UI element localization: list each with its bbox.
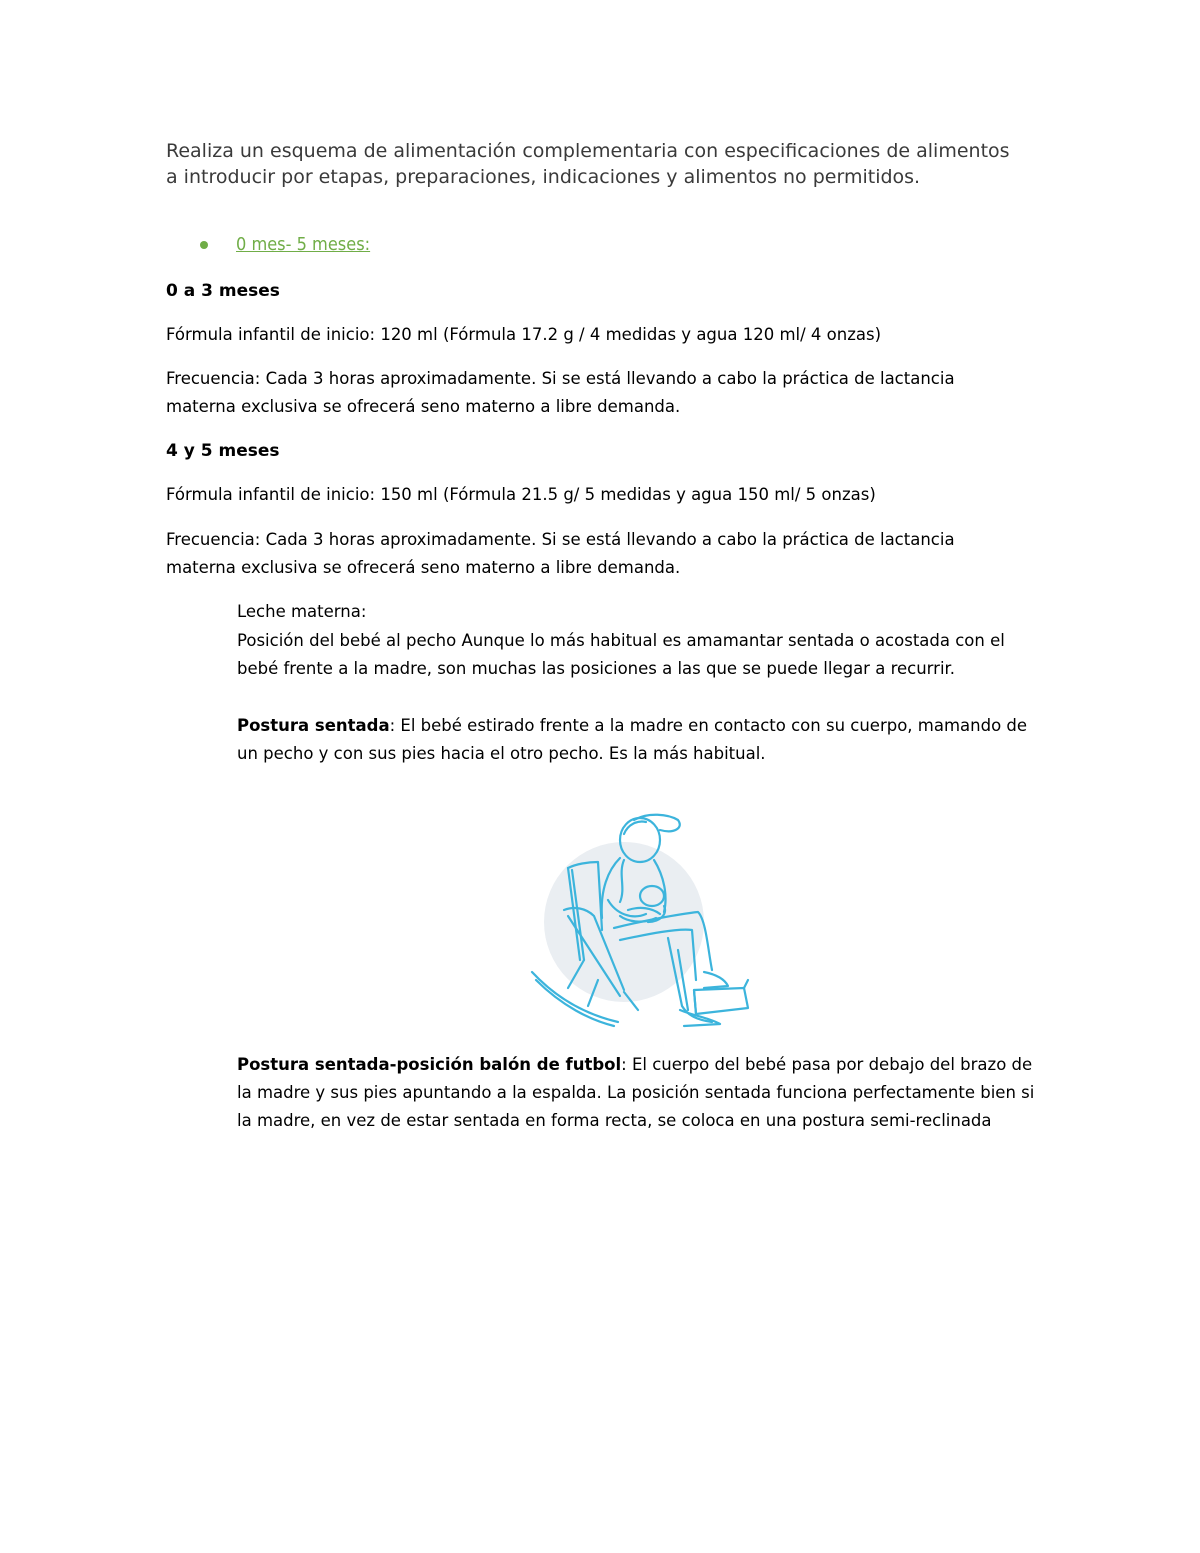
formula-0-3: Fórmula infantil de inicio: 120 ml (Fórmula 17.2 g / 4 medidas y agua 120 ml/ 4 onzas)	[166, 325, 882, 344]
illustration-background	[544, 842, 704, 1002]
bullet-dot-icon	[200, 241, 208, 249]
breastfeeding-rocking-chair-illustration	[528, 810, 752, 1036]
posture-sitting-label: Postura sentada	[237, 716, 390, 735]
age-range-label: 0 mes- 5 meses:	[236, 234, 371, 255]
frequency-0-3: Frecuencia: Cada 3 horas aproximadamente. Si se está llevando a cabo la práctica de lactancia materna exclusiva se ofrecerá seno materno a libre demanda.	[166, 369, 955, 416]
formula-4-5: Fórmula infantil de inicio: 150 ml (Fórmula 21.5 g/ 5 medidas y agua 150 ml/ 5 onzas)	[166, 485, 876, 504]
breastfeeding-intro: Posición del bebé al pecho Aunque lo más habitual es amamantar sentada o acostada con el bebé frente a la madre, son muchas las posiciones a las que se puede llegar a recurrir.	[237, 631, 1005, 678]
section-heading-4-5: 4 y 5 meses	[166, 441, 280, 461]
section-heading-0-3: 0 a 3 meses	[166, 281, 280, 301]
posture-football-hold	[237, 1051, 1037, 1135]
breast-milk-title: Leche materna:	[237, 602, 367, 621]
age-range-bullet	[200, 232, 370, 258]
posture-football-text: : El cuerpo del bebé pasa por debajo del brazo de la madre y sus pies apuntando a la espalda. La posición sentada funciona perfectamente bien si la madre, en vez de estar sentada en forma recta, se coloca en una postura semi-reclinada	[237, 1055, 1035, 1130]
posture-sitting-text: : El bebé estirado frente a la madre en contacto con su cuerpo, mamando de un pecho y con sus pies hacia el otro pecho. Es la más habitual.	[237, 716, 1028, 763]
posture-sitting	[237, 712, 1037, 768]
assignment-prompt: Realiza un esquema de alimentación complementaria con especificaciones de alimentos a introducir por etapas, preparaciones, indicaciones y alimentos no permitidos.	[166, 140, 1010, 188]
posture-football-label: Postura sentada-posición balón de futbol	[237, 1055, 622, 1074]
frequency-4-5: Frecuencia: Cada 3 horas aproximadamente. Si se está llevando a cabo la práctica de lactancia materna exclusiva se ofrecerá seno materno a libre demanda.	[166, 530, 955, 577]
